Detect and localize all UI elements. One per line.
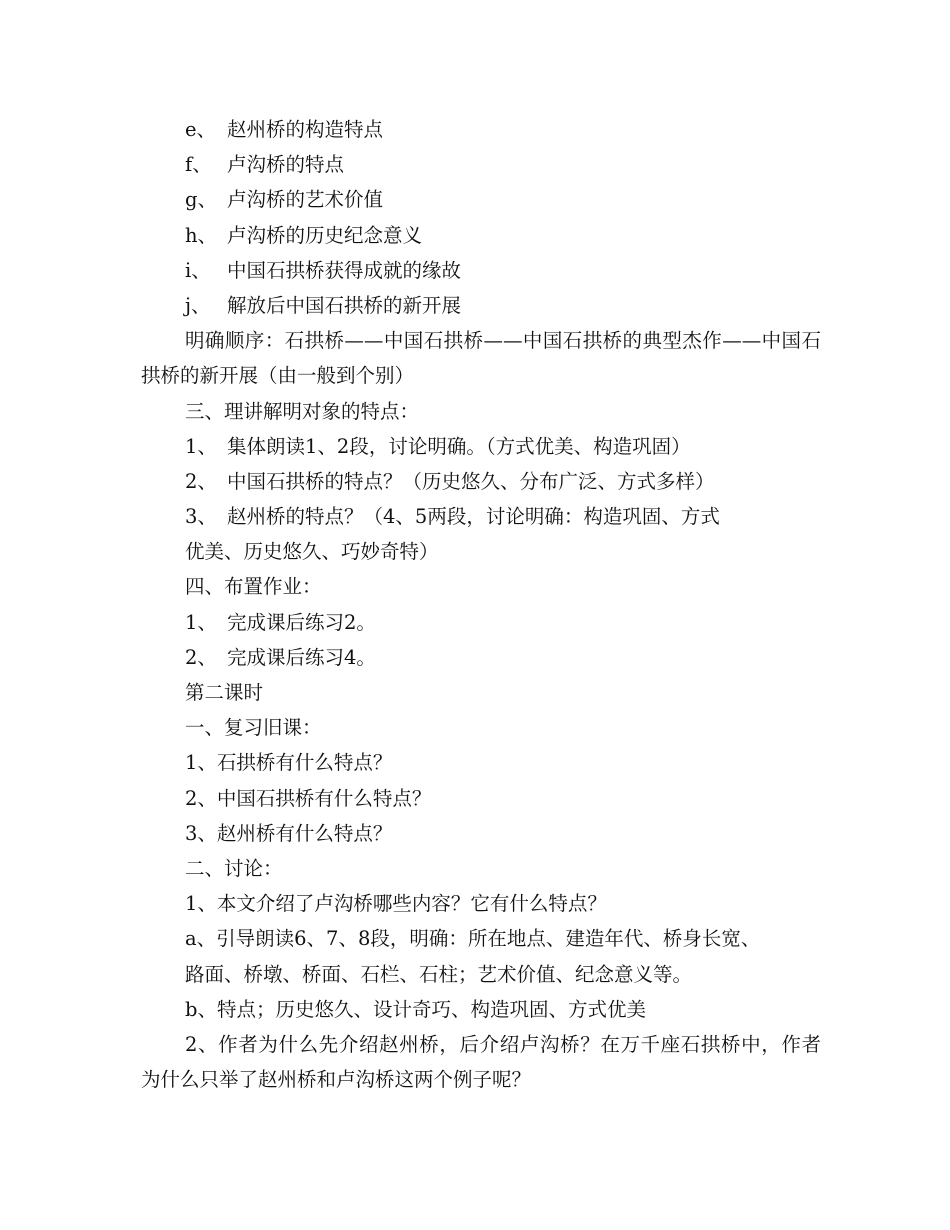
list-marker: 3、 <box>185 505 217 529</box>
list-item-h <box>141 218 821 253</box>
list-item-j <box>141 288 821 323</box>
list-text: 卢沟桥的艺术价值 <box>227 188 384 212</box>
discussion-item-1: 1、本文介绍了卢沟桥哪些内容？它有什么特点？ <box>185 892 607 916</box>
section-3-heading: 三、理讲解明对象的特点： <box>185 399 420 423</box>
list-text: 解放后中国石拱桥的新开展 <box>227 293 462 317</box>
list-text: 赵州桥的特点？（4、5两段，讨论明确：构造巩固、方式 <box>227 505 720 529</box>
discussion-item-1b: b、特点；历史悠久、设计奇巧、构造巩固、方式优美 <box>185 997 646 1021</box>
section-3-item-3-continuation: 优美、历史悠久、巧妙奇特） <box>185 540 439 564</box>
list-text: 中国石拱桥获得成就的缘故 <box>227 258 462 282</box>
document-body <box>141 112 821 1097</box>
review-item-1: 1、石拱桥有什么特点？ <box>185 751 393 775</box>
list-marker: j、 <box>185 293 211 317</box>
discussion-item-1a: a、引导朗读6、7、8段，明确：所在地点、建造年代、桥身长宽、 <box>185 927 761 951</box>
section-3-item-2 <box>141 464 821 499</box>
lesson-2-heading: 第二课时 <box>185 681 264 705</box>
list-item-i <box>141 253 821 288</box>
section-3-item-1 <box>141 429 821 464</box>
order-paragraph: 明确顺序：石拱桥——中国石拱桥——中国石拱桥的典型杰作——中国石拱桥的新开展（由一般到个别） <box>141 329 821 388</box>
list-marker: 1、 <box>185 610 217 634</box>
review-item-2: 2、中国石拱桥有什么特点？ <box>185 786 432 810</box>
list-text: 卢沟桥的历史纪念意义 <box>227 223 423 247</box>
list-marker: i、 <box>185 258 211 282</box>
list-item-f <box>141 147 821 182</box>
list-marker: 2、 <box>185 645 217 669</box>
section-4-heading: 四、布置作业： <box>185 575 322 599</box>
list-text: 卢沟桥的特点 <box>227 153 345 177</box>
discussion-heading: 二、讨论： <box>185 856 283 880</box>
review-item-3: 3、赵州桥有什么特点？ <box>185 821 393 845</box>
discussion-item-2: 2、作者为什么先介绍赵州桥，后介绍卢沟桥？在万千座石拱桥中，作者为什么只举了赵州桥和卢沟桥这两个例子呢？ <box>141 1032 821 1092</box>
section-4-item-2 <box>141 640 821 675</box>
list-text: 集体朗读1、2段，讨论明确。（方式优美、构造巩固） <box>227 434 691 458</box>
discussion-item-1a-continuation: 路面、桥墩、桥面、石栏、石柱；艺术价值、纪念意义等。 <box>185 962 693 986</box>
list-item-e <box>141 112 821 147</box>
list-marker: e、 <box>185 118 217 141</box>
section-4-item-1 <box>141 605 821 640</box>
list-text: 中国石拱桥的特点？（历史悠久、分布广泛、方式多样） <box>227 469 715 493</box>
list-marker: 1、 <box>185 434 217 458</box>
list-marker: h、 <box>185 223 218 247</box>
section-3-item-3 <box>141 499 821 534</box>
list-item-g <box>141 182 821 217</box>
review-heading: 一、复习旧课： <box>185 716 322 740</box>
list-text: 完成课后练习4。 <box>227 645 376 669</box>
list-marker: 2、 <box>185 469 217 493</box>
list-text: 赵州桥的构造特点 <box>227 118 384 141</box>
list-marker: f、 <box>185 153 212 177</box>
list-marker: g、 <box>185 188 217 212</box>
list-text: 完成课后练习2。 <box>227 610 376 634</box>
